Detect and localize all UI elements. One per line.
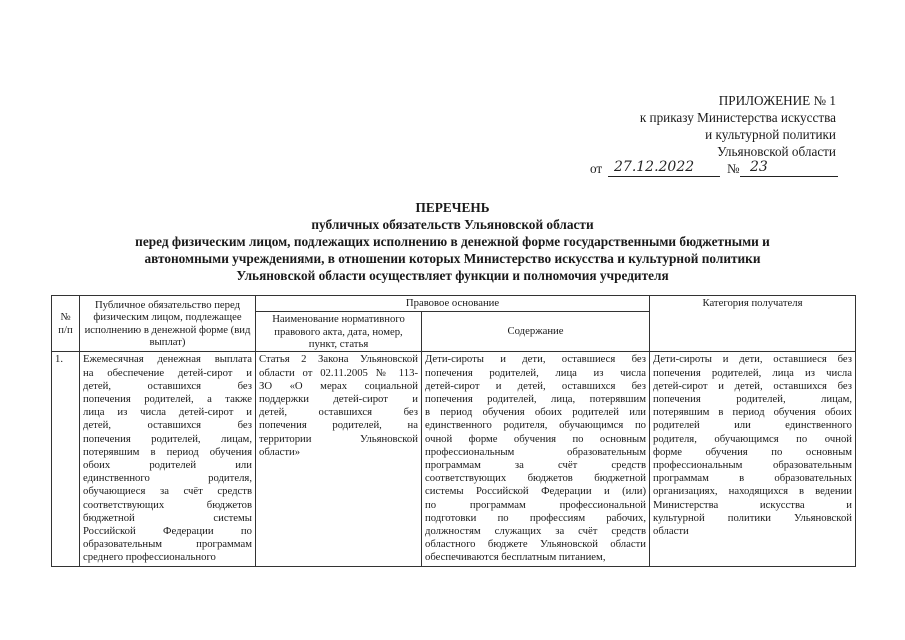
text-line: подготовки по профессиям рабочих, xyxy=(425,511,647,524)
text-line: попечения родителей, лица, потерявшим xyxy=(425,393,647,406)
appendix-title: ПРИЛОЖЕНИЕ № 1 xyxy=(718,93,836,108)
text-line: единственного родителя, обучающимся по xyxy=(425,419,647,432)
text-line: профессиональным образовательным xyxy=(653,459,853,472)
text-line: профессиональным образовательным xyxy=(425,445,647,458)
text-line: форме обучения по основным xyxy=(653,445,853,458)
table-row xyxy=(52,352,856,566)
text-line: в период обучения обоих родителей или xyxy=(425,406,647,419)
table-header-row xyxy=(52,296,856,312)
text-line: обоих родителей или xyxy=(83,459,252,472)
order-date-line xyxy=(590,160,838,180)
text-line: детей, оставшихся без xyxy=(83,419,252,432)
text-line: по программам профессиональной xyxy=(425,498,647,511)
text-line: среднего профессионального xyxy=(83,551,216,564)
text-line: детей-сирот и детей, оставшихся без xyxy=(653,379,853,392)
text-line: образовательным программам xyxy=(83,538,252,551)
appendix-line-region: Ульяновской области xyxy=(717,144,836,159)
text-line: области» xyxy=(259,445,301,458)
text-line: обучающиеся за счёт средств xyxy=(83,485,252,498)
obligation-text xyxy=(83,353,252,564)
text-line: Ежемесячная денежная выплата xyxy=(83,353,252,366)
text-line: программам за счёт средств xyxy=(425,459,647,472)
text-line: бюджетной системы xyxy=(83,511,252,524)
text-line: лица из числа детей-сирот и xyxy=(83,406,252,419)
text-line: потерявшим в период обучения обоих xyxy=(653,406,853,419)
text-line: попечения родителей, лицам, xyxy=(653,393,853,406)
document-subtitle-line: автономными учреждениями, в отношении которых Министерство искусства и культурной политики xyxy=(144,251,761,266)
header-content: Содержание xyxy=(422,312,650,352)
cell-content xyxy=(422,352,650,566)
text-line: Российской Федерации по xyxy=(83,525,252,538)
text-line: детей-сирот и детей, оставшихся без xyxy=(425,379,647,392)
text-line: очной форме обучения по основным xyxy=(425,432,647,445)
document-subtitle-line: Ульяновской области осуществляет функции и полномочия учредителя xyxy=(236,268,669,283)
header-recipient-category: Категория получателя xyxy=(650,296,856,352)
text-line: попечения родителей, лицам, xyxy=(83,432,252,445)
content-text xyxy=(425,353,646,564)
appendix-line-ministry: и культурной политики xyxy=(705,127,836,142)
header-act-name: Наименование нормативного правового акта, дата, номер, пункт, статья xyxy=(256,312,422,352)
text-line: единственного родителя, xyxy=(83,472,252,485)
recipient-text xyxy=(653,353,852,538)
document-subtitle-line: перед физическим лицом, подлежащих исполнению в денежной форме государственными бюджетными и xyxy=(135,234,770,249)
text-line: соответствующих бюджетов xyxy=(83,498,252,511)
text-line: Министерства искусства и xyxy=(653,498,853,511)
document-subtitle-line: публичных обязательств Ульяновской области xyxy=(311,217,594,232)
date-underline xyxy=(608,176,720,177)
text-line: должностям служащих за счёт средств xyxy=(425,525,647,538)
appendix-line-order: к приказу Министерства искусства xyxy=(639,110,836,125)
text-line: программам в образовательных xyxy=(653,472,853,485)
cell-recipient-category xyxy=(650,352,856,566)
text-line: областного бюджете Ульяновской области xyxy=(425,538,647,551)
text-line: потерявшим в период обучения xyxy=(83,445,252,458)
header-num: № п/п xyxy=(52,296,80,352)
text-line: Дети-сироты и дети, оставшиеся без xyxy=(425,353,647,366)
text-line: родителей или единственного xyxy=(653,419,853,432)
text-line: попечения родителей, лица из числа xyxy=(425,366,647,379)
handwritten-number: 23 xyxy=(750,159,768,175)
text-line: попечения родителей, а также xyxy=(83,393,252,406)
cell-obligation xyxy=(80,352,256,566)
obligations-table xyxy=(51,295,856,567)
text-line: соответствующих бюджетов бюджетной xyxy=(425,472,647,485)
text-line: территории Ульяновской xyxy=(259,432,418,445)
number-prefix: № xyxy=(727,161,740,176)
text-line: родителя, обучающимся по очной xyxy=(653,432,853,445)
cell-act-name xyxy=(256,352,422,566)
text-line: области от 02.11.2005 № 113- xyxy=(259,366,418,379)
text-line: детей, оставшихся без xyxy=(259,406,418,419)
text-line: ЗО «О мерах социальной xyxy=(259,379,418,392)
text-line: системы Российской Федерации и (или) xyxy=(425,485,647,498)
text-line: Статья 2 Закона Ульяновской xyxy=(259,353,418,366)
text-line: попечения родителей, лица из числа xyxy=(653,366,853,379)
text-line: Дети-сироты и дети, оставшиеся без xyxy=(653,353,853,366)
text-line: детей, оставшихся без xyxy=(83,379,252,392)
date-prefix: от xyxy=(590,161,603,176)
text-line: обеспечиваются бесплатным питанием, xyxy=(425,551,606,564)
number-underline xyxy=(740,176,838,177)
document-title: ПЕРЕЧЕНЬ xyxy=(415,200,490,215)
cell-num: 1. xyxy=(52,352,80,566)
act-text xyxy=(259,353,418,459)
header-obligation: Публичное обязательство перед физическим лицом, подлежащее исполнению в денежной форме (вид выплат) xyxy=(80,296,256,352)
text-line: на обеспечение детей-сирот и xyxy=(83,366,252,379)
text-line: культурной политики Ульяновской xyxy=(653,511,853,524)
text-line: попечения родителей, на xyxy=(259,419,418,432)
header-legal-basis: Правовое основание xyxy=(256,296,650,312)
text-line: организациях, находящихся в ведении xyxy=(653,485,853,498)
text-line: поддержки детей-сирот и xyxy=(259,393,418,406)
handwritten-date: 27.12.2022 xyxy=(614,159,695,175)
text-line: области xyxy=(653,525,689,538)
